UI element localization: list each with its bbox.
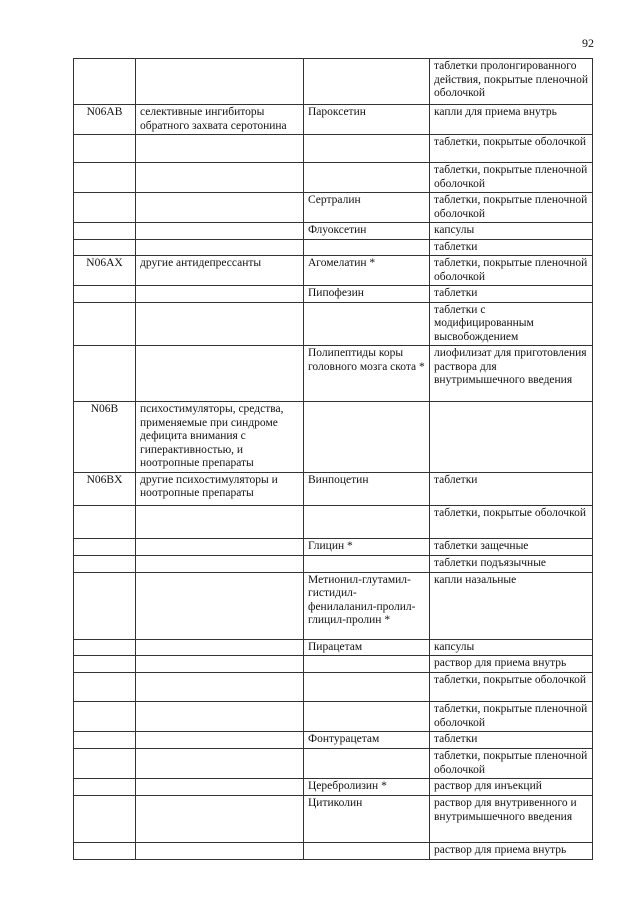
group-name-cell [136,796,304,843]
drug-name-cell [304,843,430,860]
table-row [74,796,593,843]
group-name-cell [136,779,304,796]
group-name-cell [136,193,304,223]
table-row [74,656,593,673]
table-row [74,135,593,163]
dosage-form-cell: таблетки [430,472,593,505]
atc-code-cell [74,779,136,796]
table-row [74,673,593,702]
dosage-form-cell: раствор для внутривенного и внутримышечного введения [430,796,593,843]
dosage-form-cell: таблетки [430,286,593,303]
dosage-form-cell: таблетки, покрытые оболочкой [430,673,593,702]
atc-code-cell [74,239,136,256]
page-number: 92 [582,36,594,50]
drug-name-cell: Глицин * [304,538,430,555]
drug-name-cell [304,749,430,779]
atc-code-cell [74,732,136,749]
drug-list-table [73,58,593,860]
drug-name-cell: Цитиколин [304,796,430,843]
group-name-cell [136,702,304,732]
atc-code-cell [74,639,136,656]
dosage-form-cell [430,402,593,473]
table-row [74,402,593,473]
atc-code-cell [74,346,136,402]
drug-name-cell: Метионил-глутамил-гистидил-фенилаланил-пролил-глицил-пролин * [304,572,430,639]
atc-code-cell [74,656,136,673]
atc-code-cell [74,163,136,193]
atc-code-cell [74,223,136,240]
dosage-form-cell: раствор для инъекций [430,779,593,796]
drug-name-cell: Пароксетин [304,105,430,135]
dosage-form-cell: таблетки, покрытые пленочной оболочкой [430,193,593,223]
dosage-form-cell: таблетки, покрытые пленочной оболочкой [430,702,593,732]
group-name-cell [136,555,304,572]
drug-name-cell: Сертралин [304,193,430,223]
table-row [74,572,593,639]
atc-code-cell [74,193,136,223]
dosage-form-cell: капли назальные [430,572,593,639]
atc-code-cell: N06AX [74,256,136,286]
atc-code-cell: N06B [74,402,136,473]
table-row [74,749,593,779]
drug-name-cell: Фонтурацетам [304,732,430,749]
dosage-form-cell: раствор для приема внутрь [430,656,593,673]
atc-code-cell [74,702,136,732]
table-row [74,193,593,223]
drug-name-cell [304,555,430,572]
table-row [74,843,593,860]
atc-code-cell [74,749,136,779]
drug-name-cell: Флуоксетин [304,223,430,240]
group-name-cell [136,505,304,538]
group-name-cell [136,673,304,702]
drug-name-cell [304,59,430,105]
table-row [74,105,593,135]
drug-name-cell [304,135,430,163]
group-name-cell [136,639,304,656]
group-name-cell [136,223,304,240]
table-row [74,346,593,402]
table-row [74,256,593,286]
drug-name-cell [304,302,430,346]
table-row [74,702,593,732]
drug-name-cell: Полипептиды коры головного мозга скота * [304,346,430,402]
group-name-cell: другие психостимуляторы и ноотропные препараты [136,472,304,505]
dosage-form-cell: таблетки [430,732,593,749]
drug-name-cell: Винпоцетин [304,472,430,505]
atc-code-cell: N06AB [74,105,136,135]
dosage-form-cell: таблетки, покрытые оболочкой [430,135,593,163]
group-name-cell [136,239,304,256]
table-row [74,732,593,749]
drug-name-cell: Церебролизин * [304,779,430,796]
table-row [74,779,593,796]
table-row [74,505,593,538]
group-name-cell: другие антидепрессанты [136,256,304,286]
table-row [74,302,593,346]
atc-code-cell [74,673,136,702]
atc-code-cell [74,505,136,538]
group-name-cell [136,286,304,303]
group-name-cell [136,135,304,163]
dosage-form-cell: лиофилизат для приготовления раствора для внутримышечного введения [430,346,593,402]
dosage-form-cell: таблетки, покрытые оболочкой [430,505,593,538]
group-name-cell [136,59,304,105]
drug-name-cell [304,402,430,473]
group-name-cell [136,843,304,860]
atc-code-cell [74,843,136,860]
table-row [74,472,593,505]
dosage-form-cell: капсулы [430,223,593,240]
drug-name-cell: Агомелатин * [304,256,430,286]
group-name-cell [136,749,304,779]
table-row [74,538,593,555]
dosage-form-cell: капли для приема внутрь [430,105,593,135]
drug-name-cell: Пирацетам [304,639,430,656]
dosage-form-cell: таблетки, покрытые пленочной оболочкой [430,749,593,779]
table-row [74,163,593,193]
dosage-form-cell: раствор для приема внутрь [430,843,593,860]
drug-name-cell [304,163,430,193]
group-name-cell [136,346,304,402]
group-name-cell: психостимуляторы, средства, применяемые при синдроме дефицита внимания с гиперактивностью, и ноотропные препараты [136,402,304,473]
drug-name-cell: Пипофезин [304,286,430,303]
drug-name-cell [304,673,430,702]
group-name-cell [136,302,304,346]
dosage-form-cell: таблетки, покрытые пленочной оболочкой [430,163,593,193]
dosage-form-cell: таблетки, покрытые пленочной оболочкой [430,256,593,286]
drug-name-cell [304,656,430,673]
dosage-form-cell: таблетки защечные [430,538,593,555]
dosage-form-cell: капсулы [430,639,593,656]
table-row [74,239,593,256]
table-row [74,286,593,303]
atc-code-cell [74,302,136,346]
dosage-form-cell: таблетки [430,239,593,256]
table-row [74,639,593,656]
atc-code-cell [74,538,136,555]
drug-name-cell [304,702,430,732]
dosage-form-cell: таблетки пролонгированного действия, покрытые пленочной оболочкой [430,59,593,105]
group-name-cell [136,572,304,639]
atc-code-cell [74,135,136,163]
group-name-cell [136,538,304,555]
group-name-cell [136,656,304,673]
atc-code-cell [74,555,136,572]
atc-code-cell [74,796,136,843]
drug-name-cell [304,239,430,256]
table-row [74,59,593,105]
dosage-form-cell: таблетки с модифицированным высвобождением [430,302,593,346]
group-name-cell [136,732,304,749]
table-row [74,223,593,240]
table-row [74,555,593,572]
atc-code-cell [74,572,136,639]
atc-code-cell [74,286,136,303]
dosage-form-cell: таблетки подъязычные [430,555,593,572]
atc-code-cell [74,59,136,105]
group-name-cell: селективные ингибиторы обратного захвата серотонина [136,105,304,135]
drug-name-cell [304,505,430,538]
atc-code-cell: N06BX [74,472,136,505]
group-name-cell [136,163,304,193]
